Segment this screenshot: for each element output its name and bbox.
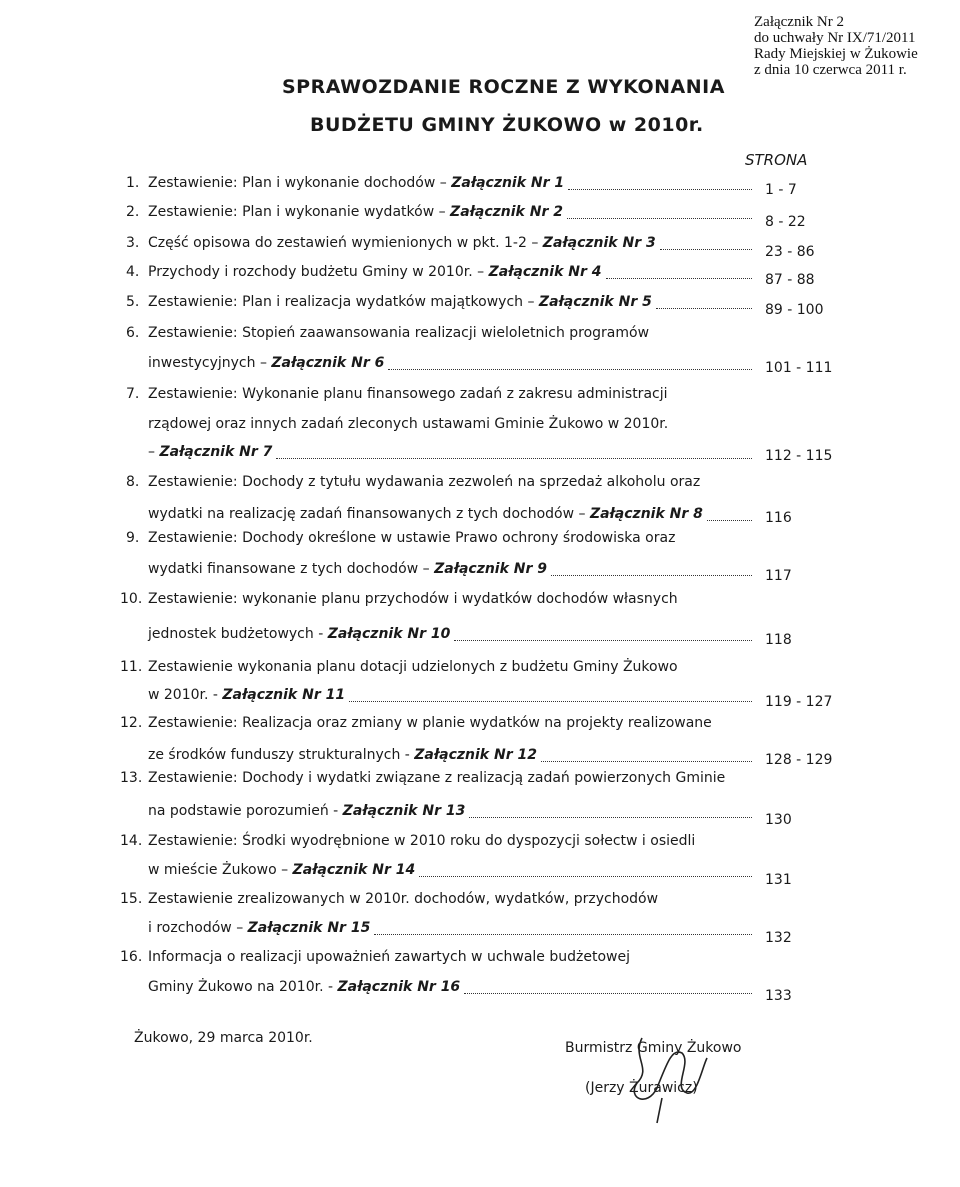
item-text: rządowej oraz innych zadań zleconych ustawami Gminie Żukowo w 2010r. (148, 416, 669, 432)
annex-reference: Załącznik Nr 15 (247, 920, 371, 936)
signatory-title: Burmistrz Gminy Żukowo (565, 1040, 742, 1056)
item-text: Zestawienie: Plan i wykonanie wydatków – Załącznik Nr 2 (148, 204, 563, 220)
page-range: 130 (765, 812, 792, 828)
report-title-line1: SPRAWOZDANIE ROCZNE Z WYKONANIA (282, 76, 725, 98)
dot-leader (606, 278, 752, 279)
page-range: 133 (765, 988, 792, 1004)
annex-reference: Załącznik Nr 3 (542, 235, 656, 251)
item-number: 11. (120, 659, 143, 675)
item-number: 16. (120, 949, 143, 965)
item-number: 1. (126, 175, 140, 191)
item-text: Zestawienie zrealizowanych w 2010r. dochodów, wydatków, przychodów (148, 891, 659, 907)
dot-leader (349, 701, 752, 702)
item-text: w 2010r. - Załącznik Nr 11 (148, 687, 346, 703)
item-number: 12. (120, 715, 143, 731)
annex-reference: Załącznik Nr 4 (488, 264, 602, 280)
page-column-header: STRONA (745, 151, 808, 169)
annex-header (754, 14, 954, 78)
annex-reference: Załącznik Nr 16 (337, 979, 461, 995)
item-text: i rozchodów – Załącznik Nr 15 (148, 920, 371, 936)
annex-reference: Załącznik Nr 1 (451, 175, 565, 191)
item-text: jednostek budżetowych - Załącznik Nr 10 (148, 626, 451, 642)
item-number: 7. (126, 386, 140, 402)
page-range: 128 - 129 (765, 752, 833, 768)
item-text: Gminy Żukowo na 2010r. - Załącznik Nr 16 (148, 979, 461, 995)
item-text: Zestawienie: wykonanie planu przychodów i wydatków dochodów własnych (148, 591, 678, 607)
item-text: Zestawienie: Dochody z tytułu wydawania zezwoleń na sprzedaż alkoholu oraz (148, 474, 701, 490)
item-number: 2. (126, 204, 140, 220)
item-text: Część opisowa do zestawień wymienionych w pkt. 1-2 – Załącznik Nr 3 (148, 235, 656, 251)
page-range: 89 - 100 (765, 302, 824, 318)
item-number: 8. (126, 474, 140, 490)
item-text: inwestycyjnych – Załącznik Nr 6 (148, 355, 385, 371)
place-date: Żukowo, 29 marca 2010r. (134, 1030, 313, 1046)
annex-reference: Załącznik Nr 2 (450, 204, 563, 220)
page-range: 8 - 22 (765, 214, 806, 230)
item-text: Zestawienie: Środki wyodrębnione w 2010 roku do dyspozycji sołectw i osiedli (148, 833, 696, 849)
item-text: Zestawienie: Dochody i wydatki związane z realizacją zadań powierzonych Gminie (148, 770, 726, 786)
dot-leader (419, 876, 752, 877)
dot-leader (464, 993, 752, 994)
item-text: wydatki finansowane z tych dochodów – Załącznik Nr 9 (148, 561, 548, 577)
item-text: Przychody i rozchody budżetu Gminy w 2010r. – Załącznik Nr 4 (148, 264, 602, 280)
item-number: 3. (126, 235, 140, 251)
dot-leader (551, 575, 752, 576)
item-text: Zestawienie: Plan i realizacja wydatków majątkowych – Załącznik Nr 5 (148, 294, 652, 310)
item-number: 6. (126, 325, 140, 341)
annex-line: Załącznik Nr 2 (754, 14, 844, 30)
annex-reference: Załącznik Nr 5 (538, 294, 652, 310)
item-text: na podstawie porozumień - Załącznik Nr 13 (148, 803, 466, 819)
item-number: 9. (126, 530, 140, 546)
dot-leader (660, 249, 752, 250)
dot-leader (276, 458, 752, 459)
item-text: w mieście Żukowo – Załącznik Nr 14 (148, 862, 416, 878)
annex-reference: Załącznik Nr 8 (589, 506, 703, 522)
annex-reference: Załącznik Nr 14 (292, 862, 416, 878)
dot-leader (656, 308, 752, 309)
dot-leader (541, 761, 752, 762)
item-text: Informacja o realizacji upoważnień zawartych w uchwale budżetowej (148, 949, 630, 965)
annex-reference: Załącznik Nr 12 (414, 747, 537, 763)
signatory-name: (Jerzy Żurawicz) (585, 1080, 698, 1096)
dot-leader (374, 934, 752, 935)
annex-reference: Załącznik Nr 11 (222, 687, 346, 703)
item-text: wydatki na realizację zadań finansowanych z tych dochodów – Załącznik Nr 8 (148, 506, 703, 522)
page-range: 23 - 86 (765, 244, 815, 260)
item-number: 10. (120, 591, 143, 607)
annex-line: do uchwały Nr IX/71/2011 (754, 30, 916, 46)
annex-reference: Załącznik Nr 10 (327, 626, 451, 642)
dot-leader (707, 520, 752, 521)
page-range: 132 (765, 930, 792, 946)
page-range: 1 - 7 (765, 182, 797, 198)
item-number: 4. (126, 264, 140, 280)
page-range: 112 - 115 (765, 448, 833, 464)
dot-leader (454, 640, 752, 641)
annex-reference: Załącznik Nr 7 (159, 444, 273, 460)
page-range: 116 (765, 510, 792, 526)
page-range: 87 - 88 (765, 272, 815, 288)
dot-leader (469, 817, 752, 818)
item-text: Zestawienie wykonania planu dotacji udzielonych z budżetu Gminy Żukowo (148, 659, 678, 675)
dot-leader (568, 189, 752, 190)
item-text: Zestawienie: Stopień zaawansowania realizacji wieloletnich programów (148, 325, 650, 341)
annex-reference: Załącznik Nr 9 (434, 561, 548, 577)
handwritten-signature (612, 1028, 722, 1128)
item-text: Zestawienie: Plan i wykonanie dochodów – Załącznik Nr 1 (148, 175, 565, 191)
annex-line: z dnia 10 czerwca 2011 r. (754, 62, 907, 78)
item-text: Zestawienie: Realizacja oraz zmiany w planie wydatków na projekty realizowane (148, 715, 712, 731)
item-number: 13. (120, 770, 143, 786)
item-text: – Załącznik Nr 7 (148, 444, 273, 460)
page-range: 131 (765, 872, 792, 888)
dot-leader (567, 218, 752, 219)
item-number: 5. (126, 294, 140, 310)
item-text: Zestawienie: Dochody określone w ustawie Prawo ochrony środowiska oraz (148, 530, 676, 546)
page-range: 101 - 111 (765, 360, 833, 376)
item-text: ze środków funduszy strukturalnych - Załącznik Nr 12 (148, 747, 537, 763)
report-title-line2: BUDŻETU GMINY ŻUKOWO w 2010r. (310, 114, 704, 136)
annex-line: Rady Miejskiej w Żukowie (754, 46, 918, 62)
annex-reference: Załącznik Nr 13 (342, 803, 466, 819)
annex-reference: Załącznik Nr 6 (271, 355, 385, 371)
page-range: 117 (765, 568, 792, 584)
item-number: 14. (120, 833, 143, 849)
item-number: 15. (120, 891, 143, 907)
dot-leader (388, 369, 752, 370)
page-range: 118 (765, 632, 792, 648)
page-range: 119 - 127 (765, 694, 833, 710)
item-text: Zestawienie: Wykonanie planu finansowego zadań z zakresu administracji (148, 386, 668, 402)
